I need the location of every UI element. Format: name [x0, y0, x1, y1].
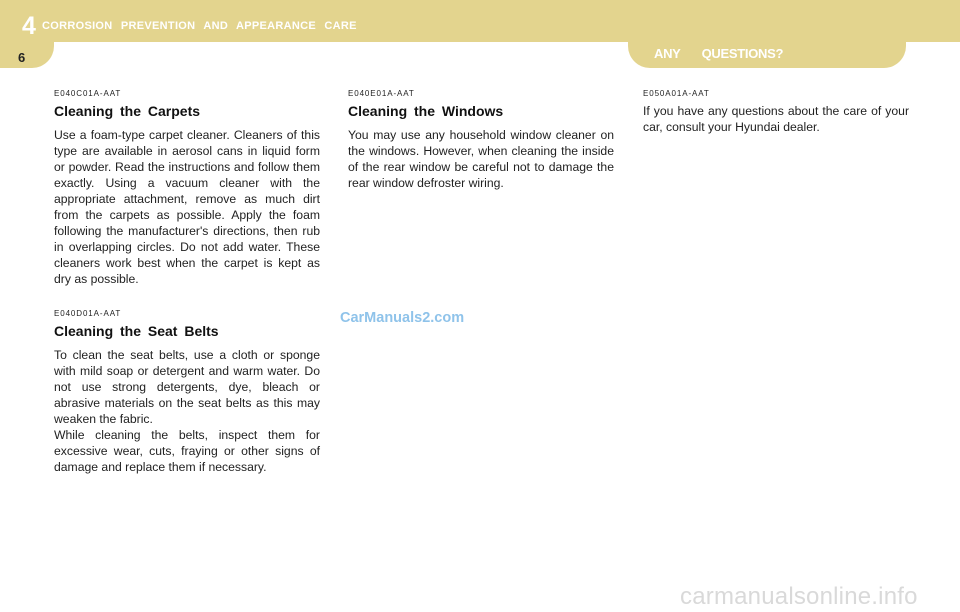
section-paragraph: To clean the seat belts, use a cloth or sponge with mild soap or detergent and warm water. Do not use strong detergents, dye, bleach or abrasive materials on the seat belts as this may weaken the fabric. — [54, 348, 320, 426]
section-code: E040E01A-AAT — [348, 89, 415, 98]
chapter-number: 4 — [22, 12, 36, 40]
section-body — [54, 347, 320, 475]
watermark-carmanuals2[interactable]: CarManuals2.com — [340, 310, 465, 326]
page-number-tab — [0, 42, 54, 68]
section-code: E040D01A-AAT — [54, 309, 122, 318]
footer-watermark: carmanualsonline.info — [680, 583, 918, 610]
page-number: 6 — [18, 50, 26, 65]
section-code: E050A01A-AAT — [643, 89, 710, 98]
section-body: You may use any household window cleaner on the windows. However, when cleaning the inside of the rear window be careful not to damage the rear window defroster wiring. — [348, 128, 614, 190]
section-heading: Cleaning the Seat Belts — [54, 323, 219, 339]
section-body: If you have any questions about the care of your car, consult your Hyundai dealer. — [643, 104, 909, 134]
chapter-title: CORROSION PREVENTION AND APPEARANCE CARE — [42, 20, 357, 32]
section-paragraph: While cleaning the belts, inspect them for excessive wear, cuts, fraying or other signs of damage and replace them if necessary. — [54, 428, 320, 474]
section-cleaning-carpets — [54, 89, 320, 287]
section-body: Use a foam-type carpet cleaner. Cleaners of this type are available in aerosol cans in liquid form or powder. Read the instructions and follow them exactly. Using a vacuum cleaner with the appropriate attachment, remove as much dirt from the carpets as possible. Apply the foam following the manufacturer's directions, then rub in overlapping circles. Do not add water. These cleaners work best when the carpet is kept as dry as possible. — [54, 128, 320, 286]
section-any-questions — [643, 89, 909, 135]
section-cleaning-windows — [348, 89, 614, 191]
section-heading: Cleaning the Carpets — [54, 103, 201, 119]
section-title: ANY QUESTIONS? — [654, 46, 784, 61]
section-code: E040C01A-AAT — [54, 89, 122, 98]
section-cleaning-seat-belts — [54, 309, 320, 475]
section-heading: Cleaning the Windows — [348, 103, 504, 119]
